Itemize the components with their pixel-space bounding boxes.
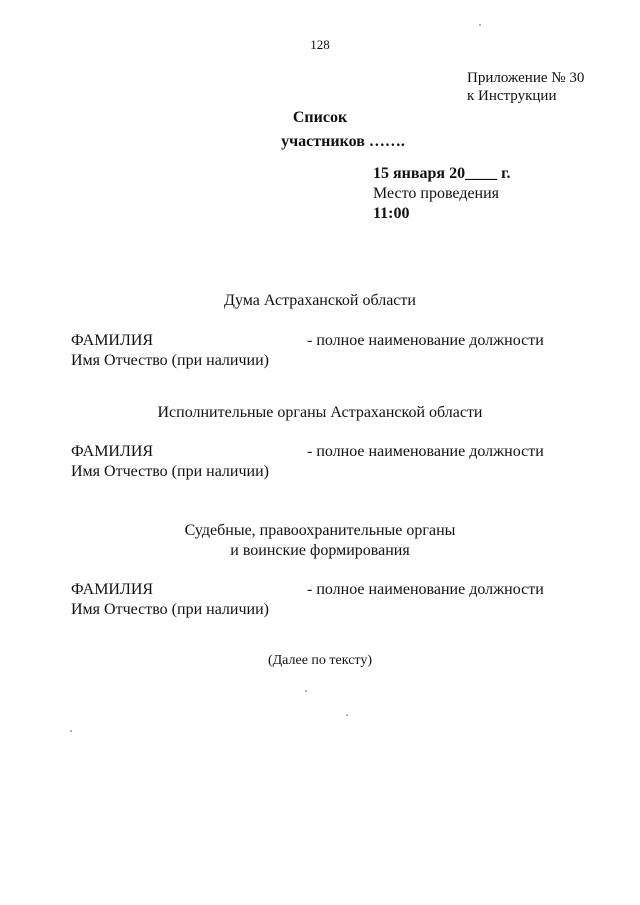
scan-speck <box>479 24 481 26</box>
event-details <box>373 164 511 224</box>
participant-position: - полное наименование должности <box>307 443 544 460</box>
section-heading-judicial: Судебные, правоохранительные органы <box>184 522 456 539</box>
participant-name: Имя Отчество (при наличии) <box>71 463 269 480</box>
appendix-reference <box>467 69 584 105</box>
scan-speck <box>305 690 307 692</box>
section-heading-duma: Дума Астраханской области <box>224 292 416 309</box>
continuation-note: (Далее по тексту) <box>267 653 373 668</box>
participant-position: - полное наименование должности <box>307 332 544 349</box>
appendix-number: Приложение № 30 <box>467 70 585 86</box>
scan-speck <box>70 730 72 732</box>
page-number: 128 <box>310 37 330 52</box>
scan-speck <box>346 714 348 716</box>
participant-surname: ФАМИЛИЯ <box>71 332 154 349</box>
event-date: 15 января 20____ г. <box>373 165 511 182</box>
document-title: Список <box>292 109 348 126</box>
section-heading-executive: Исполнительные органы Астраханской области <box>157 404 483 421</box>
participant-surname: ФАМИЛИЯ <box>71 443 154 460</box>
participant-name: Имя Отчество (при наличии) <box>71 352 269 369</box>
participant-name: Имя Отчество (при наличии) <box>71 601 269 618</box>
event-time: 11:00 <box>373 205 410 222</box>
participant-position: - полное наименование должности <box>307 581 544 598</box>
participant-surname: ФАМИЛИЯ <box>71 581 154 598</box>
event-place: Место проведения <box>373 185 500 202</box>
document-subtitle: участников ……. <box>281 133 405 150</box>
section-heading-judicial-cont: и воинские формирования <box>230 542 410 559</box>
appendix-to-instruction: к Инструкции <box>467 88 557 104</box>
